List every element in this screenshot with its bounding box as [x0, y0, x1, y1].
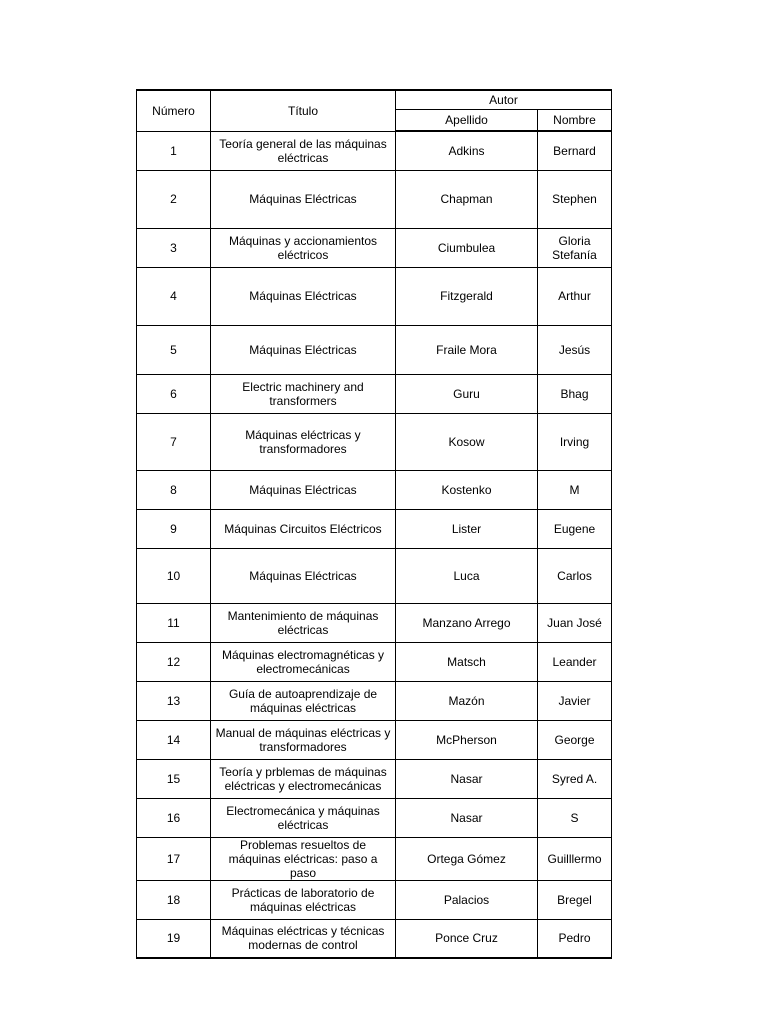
cell-titulo: Máquinas Eléctricas	[211, 267, 396, 325]
cell-nombre: M	[538, 470, 612, 509]
cell-titulo: Prácticas de laboratorio de máquinas eléctricas	[211, 880, 396, 919]
cell-apellido: Palacios	[396, 880, 538, 919]
cell-apellido: Manzano Arrego	[396, 603, 538, 642]
cell-apellido: Mazón	[396, 681, 538, 720]
table-row	[137, 267, 612, 325]
cell-numero: 11	[137, 603, 211, 642]
table-row	[137, 413, 612, 470]
cell-numero: 10	[137, 548, 211, 603]
cell-titulo: Máquinas Eléctricas	[211, 170, 396, 228]
cell-nombre: Juan José	[538, 603, 612, 642]
cell-titulo: Teoría y prblemas de máquinas eléctricas y electromecánicas	[211, 759, 396, 798]
cell-titulo: Máquinas Eléctricas	[211, 325, 396, 374]
header-autor: Autor	[396, 90, 612, 110]
cell-apellido: Chapman	[396, 170, 538, 228]
cell-nombre: Irving	[538, 413, 612, 470]
cell-titulo: Máquinas eléctricas y técnicas modernas de control	[211, 919, 396, 958]
cell-titulo: Máquinas electromagnéticas y electromecánicas	[211, 642, 396, 681]
table-row	[137, 509, 612, 548]
cell-nombre: Arthur	[538, 267, 612, 325]
cell-nombre: Gloria Stefanía	[538, 228, 612, 267]
cell-numero: 16	[137, 798, 211, 837]
cell-numero: 13	[137, 681, 211, 720]
table-header	[137, 90, 612, 131]
table-row	[137, 919, 612, 958]
cell-titulo: Mantenimiento de máquinas eléctricas	[211, 603, 396, 642]
cell-apellido: McPherson	[396, 720, 538, 759]
cell-nombre: Carlos	[538, 548, 612, 603]
cell-apellido: Luca	[396, 548, 538, 603]
cell-nombre: George	[538, 720, 612, 759]
header-row-1	[137, 90, 612, 110]
cell-nombre: Syred A.	[538, 759, 612, 798]
cell-titulo: Manual de máquinas eléctricas y transformadores	[211, 720, 396, 759]
cell-numero: 15	[137, 759, 211, 798]
table-row	[137, 603, 612, 642]
cell-nombre: Bernard	[538, 131, 612, 170]
table-row	[137, 228, 612, 267]
cell-numero: 17	[137, 837, 211, 880]
header-apellido: Apellido	[396, 110, 538, 132]
cell-nombre: Javier	[538, 681, 612, 720]
table-row	[137, 720, 612, 759]
cell-numero: 1	[137, 131, 211, 170]
cell-titulo: Máquinas Circuitos Eléctricos	[211, 509, 396, 548]
header-nombre: Nombre	[538, 110, 612, 132]
cell-apellido: Adkins	[396, 131, 538, 170]
cell-nombre: Leander	[538, 642, 612, 681]
cell-nombre: Stephen	[538, 170, 612, 228]
table-body	[137, 131, 612, 958]
cell-nombre: Bhag	[538, 374, 612, 413]
table-row	[137, 131, 612, 170]
header-titulo: Título	[211, 90, 396, 131]
cell-numero: 12	[137, 642, 211, 681]
cell-titulo: Guía de autoaprendizaje de máquinas eléctricas	[211, 681, 396, 720]
cell-numero: 18	[137, 880, 211, 919]
table-row	[137, 170, 612, 228]
cell-apellido: Lister	[396, 509, 538, 548]
cell-apellido: Guru	[396, 374, 538, 413]
cell-numero: 8	[137, 470, 211, 509]
cell-nombre: Eugene	[538, 509, 612, 548]
cell-numero: 14	[137, 720, 211, 759]
table-row	[137, 374, 612, 413]
cell-titulo: Electric machinery and transformers	[211, 374, 396, 413]
header-numero: Número	[137, 90, 211, 131]
cell-apellido: Ponce Cruz	[396, 919, 538, 958]
cell-numero: 6	[137, 374, 211, 413]
cell-numero: 4	[137, 267, 211, 325]
cell-nombre: Pedro	[538, 919, 612, 958]
cell-numero: 3	[137, 228, 211, 267]
cell-titulo: Máquinas y accionamientos eléctricos	[211, 228, 396, 267]
cell-apellido: Kostenko	[396, 470, 538, 509]
cell-apellido: Fitzgerald	[396, 267, 538, 325]
table-row	[137, 681, 612, 720]
cell-apellido: Nasar	[396, 798, 538, 837]
table-row	[137, 548, 612, 603]
cell-apellido: Nasar	[396, 759, 538, 798]
cell-titulo: Problemas resueltos de máquinas eléctricas: paso a paso	[211, 837, 396, 880]
cell-titulo: Electromecánica y máquinas eléctricas	[211, 798, 396, 837]
cell-nombre: Bregel	[538, 880, 612, 919]
cell-titulo: Máquinas eléctricas y transformadores	[211, 413, 396, 470]
table-row	[137, 759, 612, 798]
cell-numero: 2	[137, 170, 211, 228]
cell-titulo: Máquinas Eléctricas	[211, 548, 396, 603]
cell-titulo: Teoría general de las máquinas eléctricas	[211, 131, 396, 170]
cell-titulo: Máquinas Eléctricas	[211, 470, 396, 509]
table-row	[137, 880, 612, 919]
table-row	[137, 642, 612, 681]
cell-nombre: S	[538, 798, 612, 837]
cell-numero: 9	[137, 509, 211, 548]
cell-apellido: Ortega Gómez	[396, 837, 538, 880]
table-row	[137, 325, 612, 374]
cell-numero: 19	[137, 919, 211, 958]
cell-apellido: Fraile Mora	[396, 325, 538, 374]
cell-apellido: Kosow	[396, 413, 538, 470]
cell-apellido: Matsch	[396, 642, 538, 681]
table-row	[137, 470, 612, 509]
cell-numero: 7	[137, 413, 211, 470]
cell-nombre: Jesús	[538, 325, 612, 374]
table-row	[137, 837, 612, 880]
table-row	[137, 798, 612, 837]
cell-nombre: Guilllermo	[538, 837, 612, 880]
books-table	[136, 89, 612, 959]
cell-apellido: Ciumbulea	[396, 228, 538, 267]
cell-numero: 5	[137, 325, 211, 374]
